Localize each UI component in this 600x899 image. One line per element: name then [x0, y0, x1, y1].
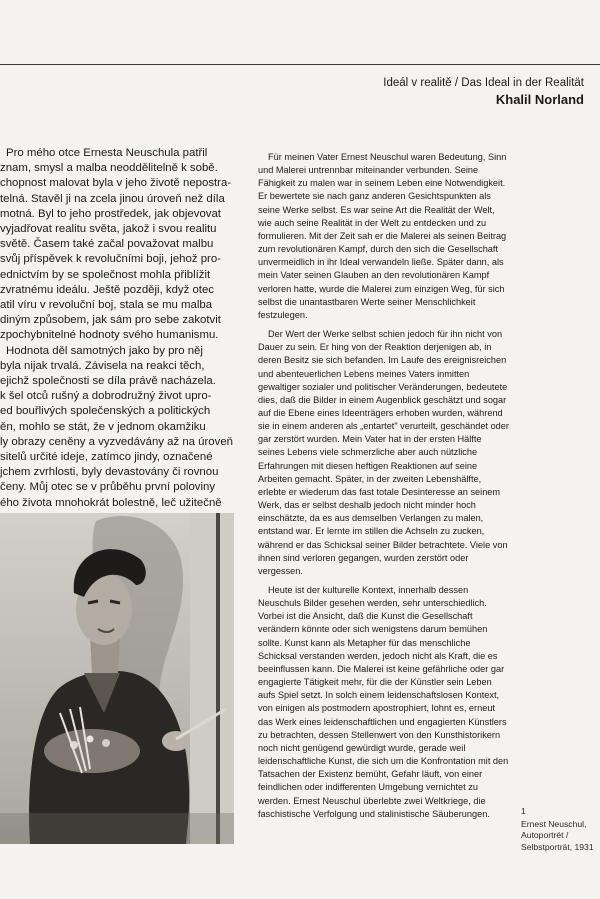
portrait-illustration	[0, 513, 234, 844]
czech-text-column	[0, 146, 245, 511]
german-text-column	[258, 151, 510, 821]
czech-text-line: zpochybnitelné hodnoty svého humanismu.	[0, 329, 219, 342]
czech-text-line: jchem zvrhlosti, byly devastovány či rovnou	[0, 466, 219, 479]
czech-text-line: ly obrazy ceněny a vyzvedávány až na úroveň	[0, 435, 234, 448]
german-paragraph: Heute ist der kulturelle Kontext, innerhalb dessen Neuschuls Bilder gesehen werden, sehr unterschiedlich. Vorbei ist die Ansicht, daß die Kunst die Gesellschaft verändern könnte oder sich wenigstens darum bemühen sollte. Kunst kann als Metapher für das menschliche Schicksal verstanden werden, jedoch nicht als Kraft, die es beeinflussen kann. Die Malerei ist keine gefährliche oder gar engagierte Tätigkeit mehr, für die der Künstler sein Leben aufs Spiel setzt. In solch einem leidenschaftslosen Kontext, von einigen als postmodern apostrophiert, lohnt es, erneut das Werk eines leidenschaftlichen und engagierten Künstlers zu betrachten, dessen Stellenwert von den Kunsthistorikern noch nicht genügend gewürdigt wurde, gerade weil leidenschaftliche Kunst, die sich um die Konfrontation mit den Tatsachen der Existenz bemüht, Gefahr läuft, von einer feindlichen oder indifferenten Umgebung vernichtet zu werden. Ernest Neuschul überlebte zwei Weltkriege, die faschistische Verfolgung und stalinistische Säuberungen.	[258, 585, 509, 819]
czech-text-line: čeny. Můj otec se v průběhu první poloviny	[0, 481, 216, 494]
czech-text-line: světě. Časem také začal považovat malbu	[0, 238, 214, 251]
czech-text-line: Pro mého otce Ernesta Neuschula patřil	[6, 147, 208, 159]
figure-number: 1	[521, 806, 526, 816]
caption-line: Autoportrét /	[521, 830, 569, 841]
article-header	[383, 76, 584, 108]
series-title: Ideál v realitě / Das Ideal in der Realität	[383, 77, 584, 89]
czech-text-line: atil víru v revoluční boj, stala se mu malba	[0, 299, 213, 312]
czech-text-line: ednictvím by se společnost mohla přiblížit	[0, 268, 211, 281]
czech-text-line: byla nijak trvalá. Závisela na reakci těch,	[0, 359, 205, 372]
czech-text-line: ed bouřlivých společenských a politických	[0, 405, 211, 418]
czech-text-line: telná. Stavěl ji na zcela jinou úroveň než díla	[0, 192, 225, 205]
author-name: Khalil Norland	[495, 92, 584, 107]
czech-text-line: svůj příspěvek k revolučními boji, jehož pro-	[0, 253, 221, 266]
figure-caption	[521, 806, 599, 853]
czech-text-line: ého života mnohokrát bolestně, leč užitečně	[0, 496, 222, 509]
caption-line: Selbstporträt, 1931	[521, 841, 594, 852]
self-portrait-photo	[0, 513, 234, 844]
czech-text-line: ěn, mohlo se stát, že v jednom okamžiku	[0, 420, 206, 433]
czech-text-line: k šel otců rušný a dobrodružný život upro-	[0, 390, 212, 403]
czech-text-line: Hodnota děl samotných jako by pro něj	[6, 344, 203, 357]
top-rule	[0, 64, 600, 65]
german-paragraph: Für meinen Vater Ernest Neuschul waren Bedeutung, Sinn und Malerei untrennbar miteinander verbunden. Seine Fähigkeit zu malen war in seinem Leben eine Notwendigkeit. Er bewertete sie nach ganz anderen Gesichtspunkten als seine Werke selbst. Es war seine Art die Realität der Welt, wie auch seine Realität in der Welt zu entdecken und zu formulieren. Mit der Zeit sah er die Malerei als seinen Beitrag zum revolutionären Kampf, durch den sich die Gesellschaft unvermeidlich in ihr Ideal verwandeln ließe. Später dann, als mein Vater seinen Glauben an den revolutionären Kampf verloren hatte, wurde die Malerei zum einzigen Weg, für sich selbst die unantastbaren Werte seiner Menschlichkeit festzulegen.	[258, 152, 507, 320]
caption-line: Ernest Neuschul,	[521, 818, 587, 829]
czech-text-line: sitelů určité ideje, zatímco jindy, označené	[0, 451, 213, 464]
czech-text-line: diným způsobem, jak sám pro sebe zakotvit	[0, 314, 221, 327]
czech-text-line: zvratnému ideálu. Ještě později, když otec	[0, 283, 215, 296]
czech-text-line: chopnost malovat byla v jeho životě nepostra-	[0, 177, 232, 190]
czech-text-line: znam, smysl a malba neoddělitelně k sobě.	[0, 162, 218, 175]
german-paragraph: Der Wert der Werke selbst schien jedoch für ihn nicht von Dauer zu sein. Er hing von der Reaktion derjenigen ab, in deren Besitz sie sich befanden. Im Laufe des ereignisreichen und abenteuerlichen Lebens meines Vaters inmitten gewaltiger sozialer und politischer Veränderungen, bedeutete dies, daß die Bilder in einem Augenblick geschätzt und sogar auf die Ebene eines Ideenträgers erhoben wurden, während sie in einem anderen als „entartet" verurteilt, geschändet oder gar zerstört wurden. Mein Vater hat in der ersten Hälfte seines Lebens viele schmerzliche aber auch nützliche Erfahrungen mit diesen heftigen Reaktionen auf seine Arbeiten gemacht. Später, in der zweiten Lebenshälfte, erlebte er wiederum das fast totale Desinteresse an seinem Werk, das er selbst deshalb jedoch nicht minder hoch einschätzte, da es aus demselben Verlangen zu malen, entstand war. Er lernte im stillen die Achseln zu zucken, während er das Schicksal seiner Bilder betrachtete. Viele von ihnen sind verloren gegangen, wurden zerstört oder vergessen.	[258, 329, 509, 576]
czech-text-line: motná. Byl to jeho prostředek, jak objevovat	[0, 207, 221, 220]
czech-text-line: ejichž společnosti se díla právě nacházela.	[0, 375, 216, 388]
czech-text-line: vyjadřovat realitu světa, jakož i svou realitu	[0, 223, 217, 236]
